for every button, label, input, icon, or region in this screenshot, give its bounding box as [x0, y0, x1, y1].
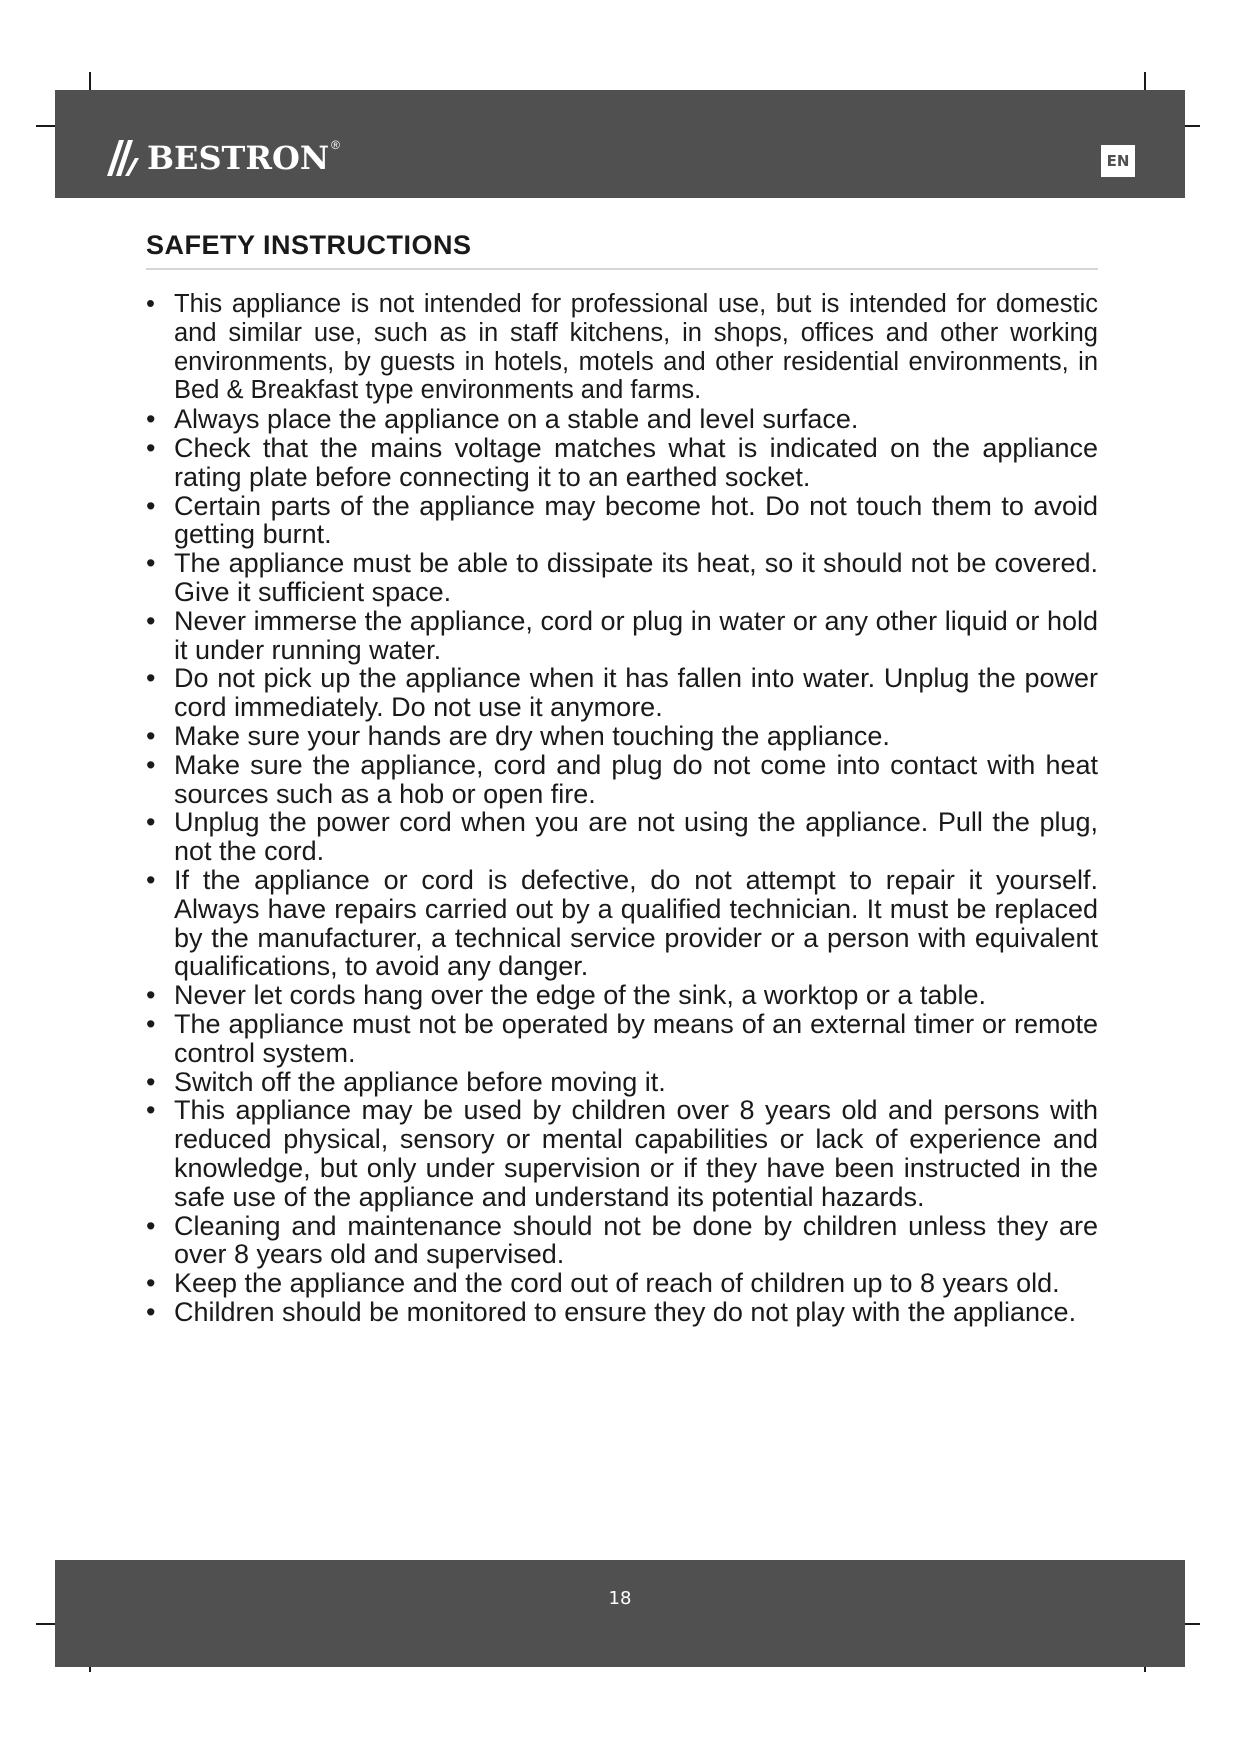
bullet: •: [146, 1268, 156, 1299]
instruction-text: Never let cords hang over the edge of the sink, a worktop or a table.: [174, 980, 986, 1011]
bullet: •: [146, 720, 156, 751]
bullet: •: [146, 605, 156, 636]
list-item: [146, 722, 1098, 751]
bestron-chevron-logo-icon: [105, 138, 141, 178]
language-badge: EN: [1101, 145, 1135, 177]
list-item: [146, 1298, 1098, 1327]
title-divider: [146, 268, 1098, 270]
bullet: •: [146, 1008, 156, 1039]
bullet: •: [146, 749, 156, 780]
list-item: [146, 549, 1098, 607]
list-item: [146, 434, 1098, 492]
list-item: [146, 1068, 1098, 1097]
brand-logo: [105, 138, 340, 178]
instruction-text: Certain parts of the appliance may become hot. Do not touch them to avoid getting burnt.: [174, 490, 1098, 550]
instruction-text: Do not pick up the appliance when it has fallen into water. Unplug the power cord immediately. Do not use it anymore.: [174, 663, 1098, 723]
header-band: [55, 90, 1185, 198]
list-item: [146, 866, 1098, 981]
list-item: [146, 981, 1098, 1010]
list-item: [146, 290, 1098, 405]
bullet: •: [146, 1210, 156, 1241]
bullet: •: [146, 1095, 156, 1126]
list-item: [146, 1010, 1098, 1068]
list-item: [146, 751, 1098, 809]
instruction-text: The appliance must be able to dissipate its heat, so it should not be covered. Give it sufficient space.: [174, 548, 1098, 607]
instruction-text: Make sure your hands are dry when touching the appliance.: [174, 720, 890, 751]
registered-mark: ®: [331, 138, 340, 152]
bullet: •: [146, 1066, 156, 1097]
instruction-text: This appliance may be used by children over 8 years old and persons with reduced physical, sensory or mental capabilities or lack of experience and knowledge, but only under supervision or if they have been instructed in the safe use of the appliance and understand its potential hazards.: [174, 1095, 1098, 1212]
list-item: [146, 492, 1098, 550]
footer-band: [55, 1560, 1185, 1667]
safety-instructions-list: [146, 290, 1098, 1327]
list-item: [146, 664, 1098, 722]
list-item: [146, 1096, 1098, 1211]
bullet: •: [146, 980, 156, 1011]
list-item: [146, 1212, 1098, 1270]
bullet: •: [146, 404, 156, 435]
bullet: •: [146, 864, 156, 895]
instruction-text: Children should be monitored to ensure they do not play with the appliance.: [174, 1296, 1077, 1327]
instruction-text: Switch off the appliance before moving it.: [174, 1066, 666, 1097]
bullet: •: [146, 490, 156, 521]
instruction-text: Cleaning and maintenance should not be done by children unless they are over 8 years old and supervised.: [174, 1210, 1098, 1270]
instruction-text: Make sure the appliance, cord and plug do not come into contact with heat sources such as a hob or open fire.: [174, 749, 1098, 809]
bullet: •: [146, 663, 156, 694]
list-item: [146, 1269, 1098, 1298]
bullet: •: [146, 807, 156, 838]
instruction-text: Unplug the power cord when you are not using the appliance. Pull the plug, not the cord.: [174, 807, 1098, 867]
page-title: SAFETY INSTRUCTIONS: [146, 230, 472, 260]
instruction-text: If the appliance or cord is defective, do not attempt to repair it yourself. Always have repairs carried out by a qualified technician. It must be replaced by the manufacturer, a technical service provider or a person with equivalent qualifications, to avoid any danger.: [174, 864, 1098, 982]
instruction-text: Check that the mains voltage matches what is indicated on the appliance rating plate before connecting it to an earthed socket.: [174, 432, 1098, 492]
brand-name: BESTRON: [147, 139, 330, 177]
instruction-text: Always place the appliance on a stable and level surface.: [174, 404, 859, 435]
list-item: [146, 808, 1098, 866]
instruction-text: This appliance is not intended for professional use, but is intended for domestic and similar use, such as in staff kitchens, in shops, offices and other working environments, by guests in hotels, motels and other residential environments, in Bed & Breakfast type environments and farms.: [174, 290, 1098, 405]
instruction-text: The appliance must not be operated by means of an external timer or remote control system.: [174, 1008, 1098, 1068]
instruction-text: Keep the appliance and the cord out of reach of children up to 8 years old.: [174, 1268, 1060, 1299]
bullet: •: [146, 548, 156, 579]
bullet: •: [146, 1296, 156, 1327]
list-item: [146, 607, 1098, 665]
bullet: •: [146, 432, 156, 463]
instruction-text: Never immerse the appliance, cord or plug in water or any other liquid or hold it under running water.: [174, 605, 1098, 665]
bullet: •: [146, 290, 155, 318]
list-item: [146, 405, 1098, 434]
page-number: 18: [608, 1588, 632, 1609]
